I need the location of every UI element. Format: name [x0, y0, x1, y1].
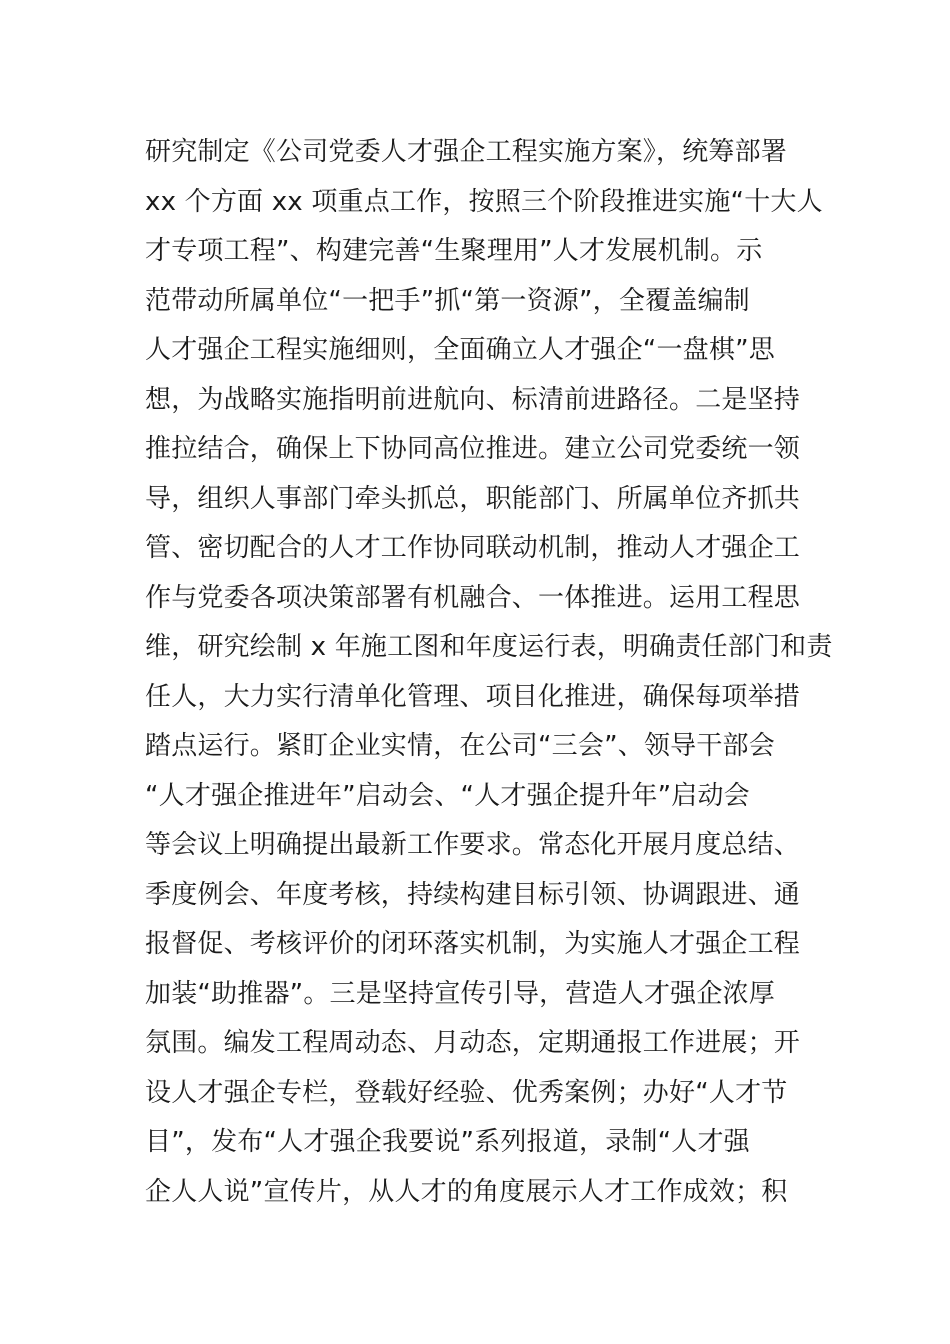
- text-line: 人才强企工程实施细则，全面确立人才强企“一盘棋”思: [145, 335, 775, 365]
- text-line: 维，研究绘制 x 年施工图和年度运行表，明确责任部门和责: [145, 632, 833, 662]
- text-line: 范带动所属单位“一把手”抓“第一资源”，全覆盖编制: [145, 285, 750, 316]
- text-line: “人才强企推进年”启动会、“人才强企提升年”启动会: [145, 780, 750, 811]
- text-line: 目”，发布“人才强企我要说”系列报道，录制“人才强: [145, 1127, 750, 1157]
- text-line: 氛围。编发工程周动态、月动态，定期通报工作进展；开: [145, 1028, 801, 1058]
- text-line: 推拉结合，确保上下协同高位推进。建立公司党委统一领: [145, 434, 801, 464]
- text-line: 管、密切配合的人才工作协同联动机制，推动人才强企工: [145, 533, 801, 563]
- text-line: 才专项工程”、构建完善“生聚理用”人才发展机制。示: [145, 236, 763, 266]
- text-line: xx 个方面 xx 项重点工作，按照三个阶段推进实施“十大人: [145, 186, 823, 217]
- text-line: 等会议上明确提出最新工作要求。常态化开展月度总结、: [145, 830, 801, 860]
- text-line: 加装“助推器”。三是坚持宣传引导，营造人才强企浓厚: [145, 978, 775, 1009]
- text-line: 设人才强企专栏，登载好经验、优秀案例；办好“人才节: [145, 1077, 788, 1108]
- text-line: 季度例会、年度考核，持续构建目标引领、协调跟进、通: [145, 879, 801, 910]
- text-line: 企人人说”宣传片，从人才的角度展示人才工作成效；积: [145, 1176, 788, 1207]
- body-paragraph: [145, 128, 833, 1217]
- text-line: 任人，大力实行清单化管理、项目化推进，确保每项举措: [145, 681, 801, 712]
- text-line: 作与党委各项决策部署有机融合、一体推进。运用工程思: [145, 582, 801, 613]
- text-line: 研究制定《公司党委人才强企工程实施方案》，统筹部署: [145, 137, 788, 167]
- text-line: 踏点运行。紧盯企业实情，在公司“三会”、领导干部会: [145, 731, 775, 761]
- text-line: 想，为战略实施指明前进航向、标清前进路径。二是坚持: [145, 384, 801, 415]
- text-line: 报督促、考核评价的闭环落实机制，为实施人才强企工程: [145, 929, 801, 959]
- text-line: 导，组织人事部门牵头抓总，职能部门、所属单位齐抓共: [145, 483, 801, 514]
